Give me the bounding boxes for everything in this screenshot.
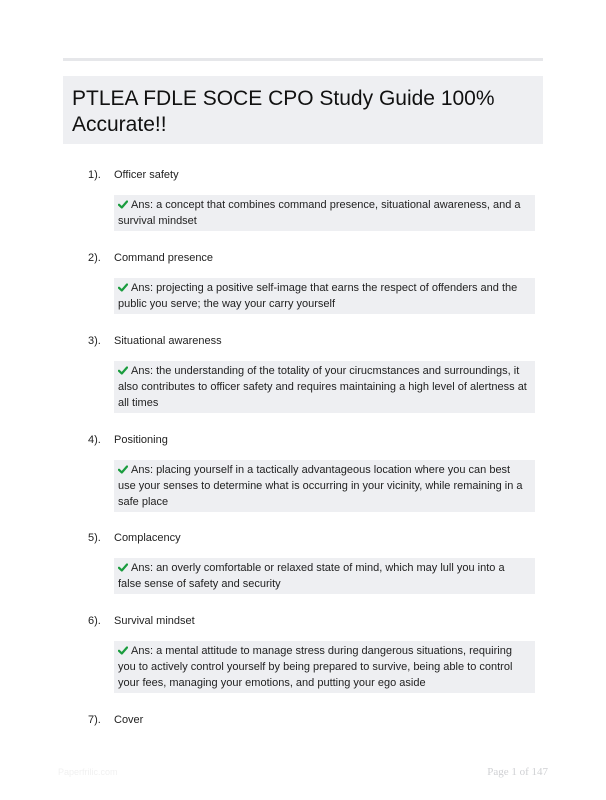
answer-box [114,361,535,413]
question-row [88,168,535,183]
question-number: 7). [88,714,101,726]
answer-box [114,195,535,231]
qa-item-4 [88,433,535,512]
question-term: Situational awareness [114,335,222,347]
question-term: Positioning [114,434,168,446]
page-number: Page 1 of 147 [487,766,548,778]
check-icon [118,200,128,209]
check-icon [118,563,128,572]
top-divider [63,58,543,61]
check-icon [118,465,128,474]
question-number: 4). [88,434,101,446]
question-row [88,433,535,448]
answer-text: Ans: a mental attitude to manage stress during dangerous situations, requiring you to actively control yourself by being prepared to survive, being able to control your fees, managing your emotions, and putting your ego aside [118,645,513,689]
answer-box [114,278,535,314]
title-banner [63,76,543,144]
answer-text: Ans: a concept that combines command presence, situational awareness, and a survival mindset [118,199,521,227]
qa-item-3 [88,334,535,413]
answer-box [114,641,535,693]
check-icon [118,646,128,655]
qa-item-7 [88,713,535,728]
question-row [88,614,535,629]
check-icon [118,366,128,375]
page-title: PTLEA FDLE SOCE CPO Study Guide 100% Accurate!! [72,87,495,136]
qa-item-5 [88,531,535,594]
answer-box [114,460,535,512]
answer-text: Ans: placing yourself in a tactically advantageous location where you can best use your senses to determine what is occurring in your vicinity, while remaining in a safe place [118,464,523,508]
question-term: Survival mindset [114,615,195,627]
qa-item-2 [88,251,535,314]
question-number: 5). [88,532,101,544]
check-icon [118,283,128,292]
question-row [88,531,535,546]
question-row [88,334,535,349]
question-term: Complacency [114,532,181,544]
question-number: 2). [88,252,101,264]
question-number: 3). [88,335,101,347]
footer-watermark: Paperfrilic.com [58,767,118,777]
question-row [88,251,535,266]
question-term: Command presence [114,252,214,264]
answer-box [114,558,535,594]
qa-item-1 [88,168,535,231]
answer-text: Ans: an overly comfortable or relaxed state of mind, which may lull you into a false sense of safety and security [118,562,505,590]
question-row [88,713,535,728]
question-term: Officer safety [114,169,179,181]
question-number: 1). [88,169,101,181]
answer-text: Ans: projecting a positive self-image that earns the respect of offenders and the public you serve; the way your carry yourself [118,282,518,310]
question-term: Cover [114,714,144,726]
question-number: 6). [88,615,101,627]
qa-item-6 [88,614,535,693]
answer-text: Ans: the understanding of the totality of your cirucmstances and surroundings, it also contributes to officer safety and requires maintaining a high level of alertness at all times [118,365,527,409]
